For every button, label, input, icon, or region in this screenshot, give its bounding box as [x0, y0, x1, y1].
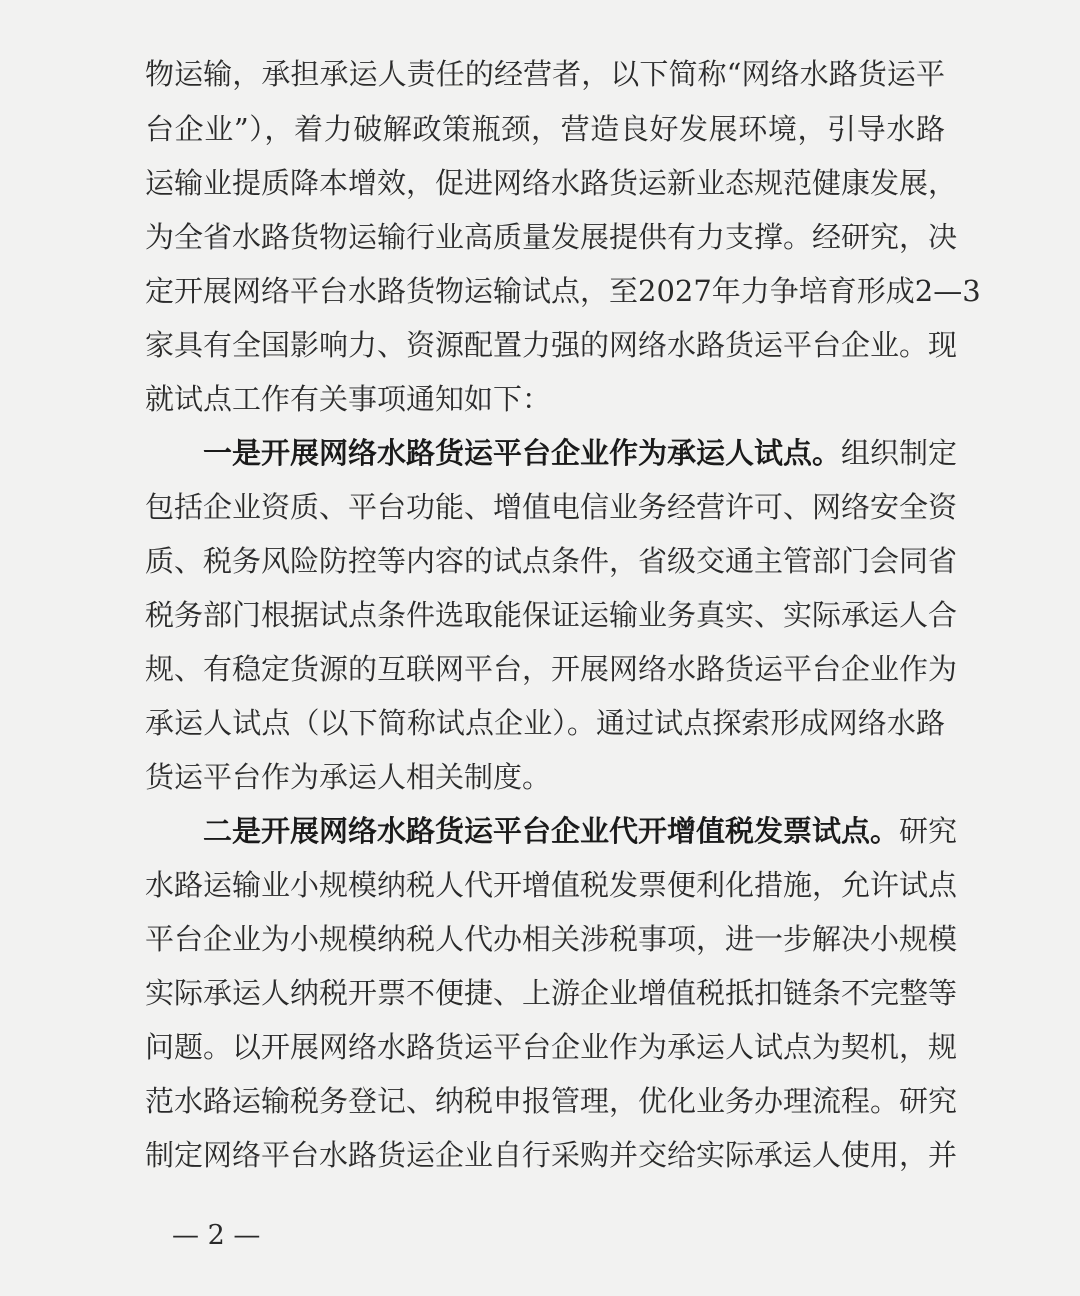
text-line: 包括企业资质、平台功能、增值电信业务经营许可、网络安全资	[145, 490, 958, 524]
paragraph-heading-two	[203, 811, 958, 851]
paragraph-lead-rest: 组织制定	[841, 436, 958, 470]
paragraph-heading-one	[203, 433, 958, 473]
text-line: 范水路运输税务登记、纳税申报管理，优化业务办理流程。研究	[145, 1084, 958, 1118]
text-line: 平台企业为小规模纳税人代办相关涉税事项，进一步解决小规模	[145, 922, 958, 956]
text-line: 水路运输业小规模纳税人代开增值税发票便利化措施，允许试点	[145, 868, 958, 902]
text-line: 物运输，承担承运人责任的经营者，以下简称“网络水路货运平	[145, 57, 945, 91]
text-line: 运输业提质降本增效，促进网络水路货运新业态规范健康发展，	[145, 166, 958, 200]
text-line: 制定网络平台水路货运企业自行采购并交给实际承运人使用，并	[145, 1138, 958, 1172]
paragraph-lead: 一是开展网络水路货运平台企业作为承运人试点。	[203, 436, 842, 470]
page-number: — 2 —	[172, 1220, 261, 1251]
text-line: 家具有全国影响力、资源配置力强的网络水路货运平台企业。现	[145, 328, 958, 362]
text-line: 就试点工作有关事项通知如下：	[145, 382, 552, 416]
text-line: 规、有稳定货源的互联网平台，开展网络水路货运平台企业作为	[145, 652, 958, 686]
paragraph-lead: 二是开展网络水路货运平台企业代开增值税发票试点。	[203, 814, 900, 848]
text-line: 台企业”），着力破解政策瓶颈，营造良好发展环境，引导水路	[145, 112, 945, 146]
text-line: 质、税务风险防控等内容的试点条件，省级交通主管部门会同省	[145, 544, 958, 578]
text-line: 实际承运人纳税开票不便捷、上游企业增值税抵扣链条不完整等	[145, 976, 958, 1010]
text-line: 问题。以开展网络水路货运平台企业作为承运人试点为契机，规	[145, 1030, 958, 1064]
text-line: 定开展网络平台水路货物运输试点，至2027年力争培育形成2—3	[145, 274, 981, 308]
text-line: 税务部门根据试点条件选取能保证运输业务真实、实际承运人合	[145, 598, 958, 632]
paragraph-lead-rest: 研究	[899, 814, 958, 848]
text-line: 货运平台作为承运人相关制度。	[145, 760, 552, 794]
text-line: 为全省水路货物运输行业高质量发展提供有力支撑。经研究，决	[145, 220, 958, 254]
text-line: 承运人试点（以下简称试点企业）。通过试点探索形成网络水路	[145, 706, 945, 740]
